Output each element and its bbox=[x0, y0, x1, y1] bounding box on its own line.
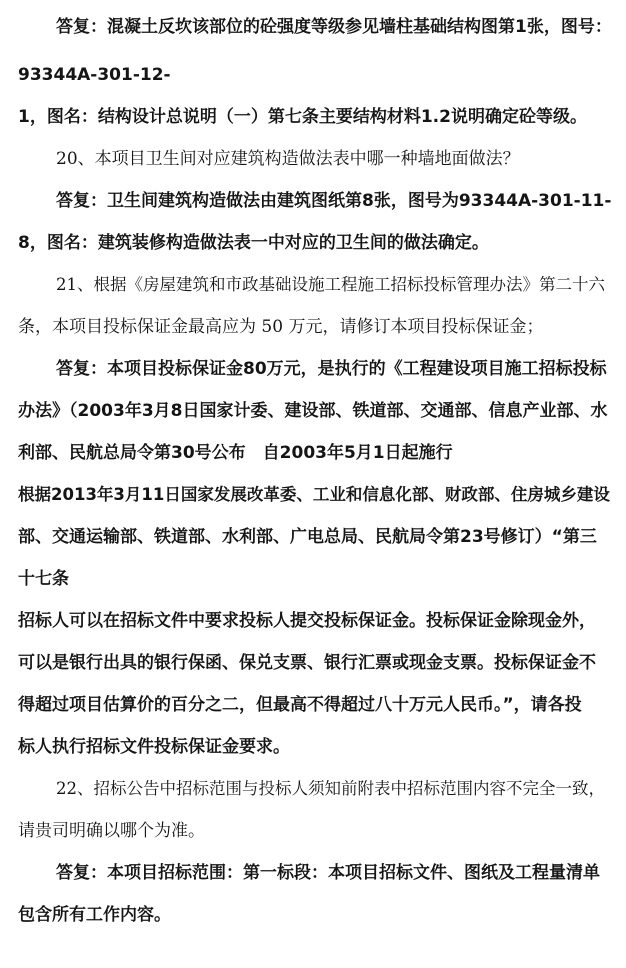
answer-19-line-2: 93344A-301-12- bbox=[18, 65, 171, 85]
answer-21-line-5: 部、交通运输部、铁道部、水利部、广电总局、民航局令第23号修订）“第三 bbox=[18, 527, 597, 547]
answer-20-line-2: 8，图名：建筑装修构造做法表一中对应的卫生间的做法确定。 bbox=[18, 233, 489, 253]
question-22-line-1: 22、招标公告中招标范围与投标人须知前附表中招标范围内容不完全一致， bbox=[56, 779, 605, 798]
answer-21-line-4: 根据2013年3月11日国家发展改革委、工业和信息化部、财政部、住房城乡建设 bbox=[18, 485, 610, 504]
answer-20-line-1: 答复：卫生间建筑构造做法由建筑图纸第8张，图号为93344A-301-11- bbox=[56, 191, 612, 211]
answer-22-line-2: 包含所有工作内容。 bbox=[18, 905, 171, 925]
question-20: 20、本项目卫生间对应建筑构造做法表中哪一种墙地面做法？ bbox=[56, 149, 520, 169]
answer-21-line-6: 十七条 bbox=[18, 569, 69, 589]
answer-21-line-9: 得超过项目估算价的百分之二，但最高不得超过八十万元人民币。”，请各投 bbox=[18, 695, 582, 715]
answer-19-line-3: 1，图名：结构设计总说明（一）第七条主要结构材料1.2说明确定砼等级。 bbox=[18, 107, 587, 127]
question-21-line-2: 条，本项目投标保证金最高应为 50 万元，请修订本项目投标保证金； bbox=[18, 317, 544, 337]
answer-21-line-10: 标人执行招标文件投标保证金要求。 bbox=[18, 737, 290, 757]
answer-19-line-1: 答复：混凝土反坎该部位的砼强度等级参见墙柱基础结构图第1张，图号： bbox=[56, 17, 612, 37]
answer-22-line-1: 答复：本项目招标范围：第一标段：本项目招标文件、图纸及工程量清单 bbox=[56, 863, 600, 883]
answer-21-line-3: 利部、民航总局令第30号公布 自2003年5月1日起施行 bbox=[18, 443, 453, 463]
answer-21-line-8: 可以是银行出具的银行保函、保兑支票、银行汇票或现金支票。投标保证金不 bbox=[18, 653, 596, 673]
answer-21-line-2: 办法》（2003年3月8日国家计委、建设部、铁道部、交通部、信息产业部、水 bbox=[18, 401, 608, 421]
answer-21-line-1: 答复：本项目投标保证金80万元，是执行的《工程建设项目施工招标投标 bbox=[56, 359, 607, 379]
answer-21-line-7: 招标人可以在招标文件中要求投标人提交投标保证金。投标保证金除现金外， bbox=[18, 611, 596, 631]
question-21-line-1: 21、根据《房屋建筑和市政基础设施工程施工招标投标管理办法》第二十六 bbox=[56, 275, 605, 294]
question-22-line-2: 请贵司明确以哪个为准。 bbox=[18, 821, 205, 841]
